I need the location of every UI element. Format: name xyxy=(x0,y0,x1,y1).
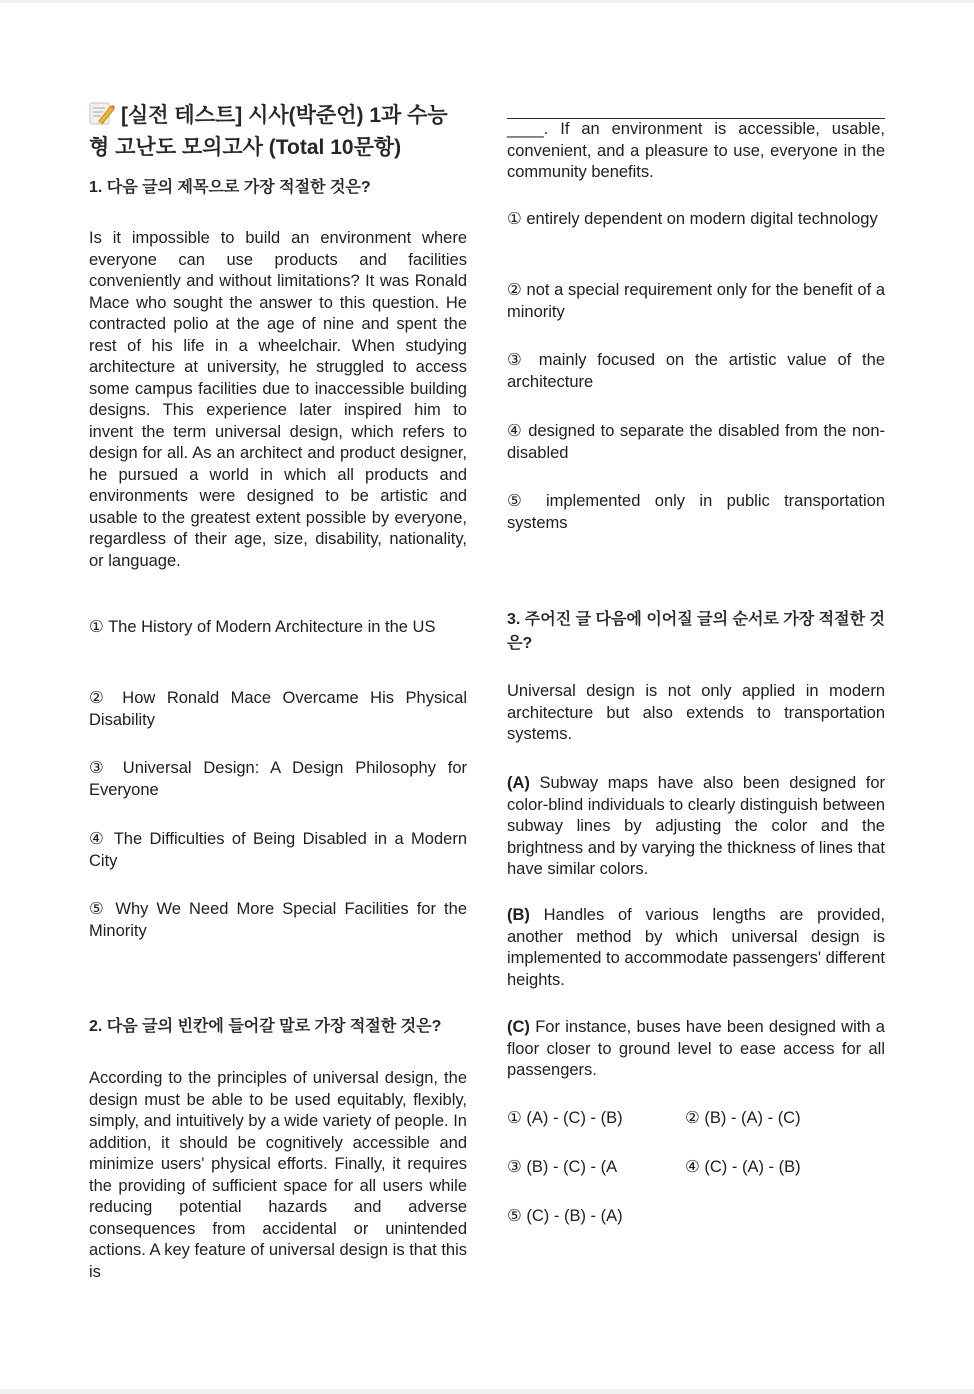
question-3-option-5[interactable]: ⑤ (C) - (B) - (A) xyxy=(507,1207,623,1225)
question-1-option-5[interactable]: ⑤ Why We Need More Special Facilities for the Minority xyxy=(89,900,467,940)
question-3-paragraph-c: (C) For instance, buses have been designed with a floor closer to ground level to ease access for all passengers. xyxy=(507,1018,885,1079)
paragraph-label-b: (B) xyxy=(507,906,530,924)
question-1-heading: 1. 다음 글의 제목으로 가장 적절한 것은? xyxy=(89,179,371,196)
question-1-option-4[interactable]: ④ The Difficulties of Being Disabled in a Modern City xyxy=(89,830,467,870)
question-1-option-1[interactable]: ① The History of Modern Architecture in the US xyxy=(89,618,436,636)
question-1-option-3[interactable]: ③ Universal Design: A Design Philosophy for Everyone xyxy=(89,759,467,799)
question-3-option-2[interactable]: ② (B) - (A) - (C) xyxy=(685,1109,801,1127)
question-1-passage: Is it impossible to build an environment where everyone can use products and facilities conveniently and without limitations? It was Ronald Mace who sought the answer to this question. He contracted polio at the age of nine and spent the rest of his life in a wheelchair. When studying architecture at university, he struggled to access some campus facilities due to inaccessible building designs. This experience later inspired him to invent the term universal design, which refers to design for all. As an architect and product designer, he pursued a world in which all products and environments were designed to be artistic and usable to the greatest extent possible by everyone, regardless of their age, size, disability, nationality, or language. xyxy=(89,229,467,570)
page-top-edge xyxy=(0,0,974,3)
question-3-option-4[interactable]: ④ (C) - (A) - (B) xyxy=(685,1158,801,1176)
question-2-heading: 2. 다음 글의 빈칸에 들어갈 말로 가장 적절한 것은? xyxy=(89,1018,442,1035)
question-2-passage: According to the principles of universal design, the design must be able to be used equitably, flexibly, simply, and intuitively by a wide variety of people. In addition, it should be cognitively accessible and minimize users' physical efforts. Finally, it requires the providing of sufficient space for all users while reducing potential hazards and adverse consequences from accidental or unintended actions. A key feature of universal design is that this is xyxy=(89,1069,467,1281)
paragraph-label-a: (A) xyxy=(507,774,530,792)
question-3-intro: Universal design is not only applied in modern architecture but also extends to transportation systems. xyxy=(507,682,885,743)
question-2-passage-continued: ____. If an environment is accessible, usable, convenient, and a pleasure to use, everyone in the community benefits. xyxy=(507,120,885,181)
question-3-paragraph-a: (A) Subway maps have also been designed for color-blind individuals to clearly distinguish between subway lines by adjusting the color and the brightness and by varying the thickness of lines that have similar colors. xyxy=(507,774,885,878)
memo-pencil-icon xyxy=(89,101,115,125)
paragraph-label-c: (C) xyxy=(507,1018,530,1036)
page-bottom-edge xyxy=(0,1389,974,1394)
question-2-option-5[interactable]: ⑤ implemented only in public transportation systems xyxy=(507,492,885,532)
question-2-option-3[interactable]: ③ mainly focused on the artistic value of the architecture xyxy=(507,351,885,391)
question-3-option-1[interactable]: ① (A) - (C) - (B) xyxy=(507,1109,623,1127)
question-3-paragraph-b: (B) Handles of various lengths are provided, another method by which universal design is implemented to accommodate passengers' different heights. xyxy=(507,906,885,989)
question-2-option-4[interactable]: ④ designed to separate the disabled from the non-disabled xyxy=(507,422,885,462)
question-1-option-2[interactable]: ② How Ronald Mace Overcame His Physical Disability xyxy=(89,689,467,729)
question-3-heading: 3. 주어진 글 다음에 이어질 글의 순서로 가장 적절한 것은? xyxy=(507,611,885,652)
question-3-option-3[interactable]: ③ (B) - (C) - (A xyxy=(507,1158,618,1176)
document-title: [실전 테스트] 시사(박준언) 1과 수능형 고난도 모의고사 (Total 10문항) xyxy=(89,100,467,164)
question-2-option-1[interactable]: ① entirely dependent on modern digital technology xyxy=(507,210,878,228)
question-2-option-2[interactable]: ② not a special requirement only for the benefit of a minority xyxy=(507,281,885,321)
